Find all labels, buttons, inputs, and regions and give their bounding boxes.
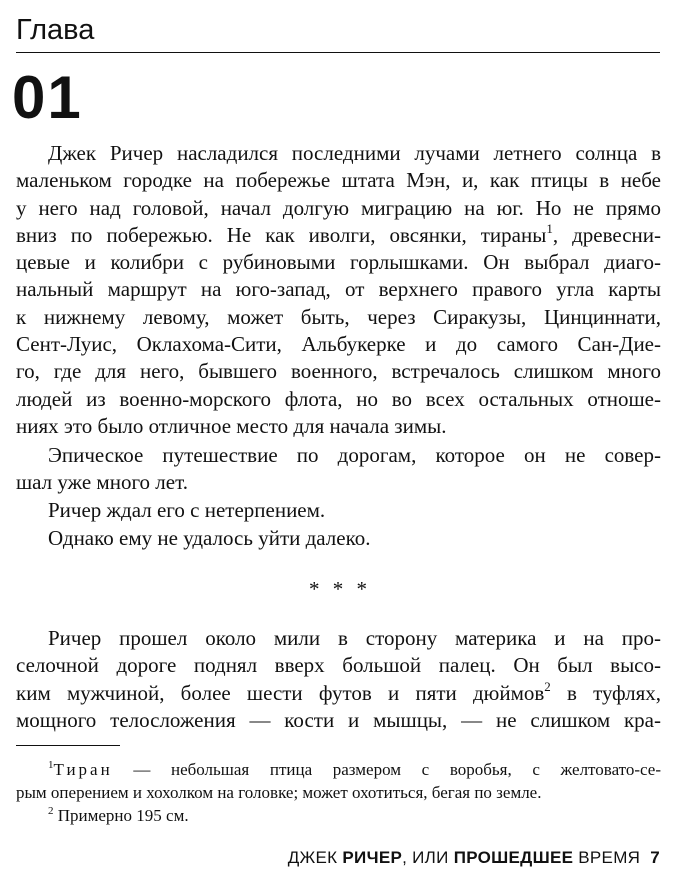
footnote-2 — [16, 804, 661, 827]
footnote-1 — [16, 758, 661, 781]
text-line: го, где для него, бывшего военного, встречалось слишком много — [16, 359, 661, 384]
footnote-mark: 1 — [48, 759, 54, 772]
text-fragment: , древесни- — [552, 222, 662, 247]
paragraph-4 — [16, 525, 661, 552]
footnote-text: — небольшая птица размером с воробья, с желтовато-се- — [112, 760, 661, 779]
chapter-rule — [16, 52, 660, 53]
chapter-number: 01 — [12, 64, 83, 131]
running-footer — [288, 848, 660, 868]
footer-text-bold: РИЧЕР — [342, 848, 403, 867]
text-line — [16, 680, 661, 707]
text-fragment: в туфлях, — [550, 680, 661, 705]
footnote-term: Тиран — [53, 760, 113, 779]
footnote-text: Примерно 195 см. — [53, 806, 189, 825]
footnote-ref-1[interactable]: 1 — [546, 220, 553, 236]
text-line: людей из военно-морского флота, но во всех остальных отноше- — [16, 386, 661, 411]
footer-text: ДЖЕК — [287, 848, 343, 867]
footnote-ref-2[interactable]: 2 — [544, 678, 551, 694]
paragraph-1 — [16, 140, 661, 440]
paragraph-5 — [16, 625, 661, 734]
chapter-label: Глава — [16, 14, 95, 46]
text-line: Эпическое путешествие по дорогам, которое он не совер- — [48, 443, 661, 467]
text-line: Ричер прошел около мили в сторону материка и на про- — [48, 626, 661, 650]
text-line: Джек Ричер насладился последними лучами летнего солнца в — [48, 141, 661, 165]
text-line: ниях это было отличное место для начала зимы. — [16, 413, 447, 438]
text-line: шал уже много лет. — [16, 470, 188, 495]
footnote-rule — [16, 745, 120, 746]
text-fragment: вниз по побережью. Не как иволги, овсянки, тираны — [16, 222, 547, 247]
text-line: нальный маршрут на юго-запад, от верхнего правого угла карты — [16, 277, 661, 302]
footer-text: ВРЕМЯ — [573, 848, 641, 867]
text-line: Ричер ждал его с нетерпением. — [48, 498, 326, 522]
footer-text-bold: ПРОШЕДШЕЕ — [453, 848, 574, 867]
footnotes — [16, 758, 661, 827]
text-line: маленьком городке на побережье штата Мэн, и, как птицы в небе — [16, 168, 661, 193]
text-line: мощного телосложения — кости и мышцы, — не слишком кра- — [16, 707, 661, 732]
text-line: селочной дороге поднял вверх большой палец. Он был высо- — [16, 653, 661, 678]
text-line: Однако ему не удалось уйти далеко. — [48, 526, 371, 550]
text-line — [16, 222, 661, 249]
text-fragment: ким мужчиной, более шести футов и пяти дюймов — [16, 680, 545, 705]
paragraph-3 — [16, 497, 661, 524]
paragraph-2 — [16, 442, 661, 497]
text-line: к нижнему левому, может быть, через Сиракузы, Цинциннати, — [16, 304, 661, 329]
footer-text: , ИЛИ — [402, 848, 454, 867]
section-separator: * * * — [309, 577, 367, 601]
text-line: цевые и колибри с рубиновыми горлышками. Он выбрал диаго- — [16, 250, 661, 275]
footnote-mark: 2 — [48, 805, 54, 818]
text-line: Сент-Луис, Оклахома-Сити, Альбукерке и до самого Сан-Дие- — [16, 332, 661, 357]
page-number: 7 — [650, 848, 660, 867]
text-line: у него над головой, начал долгую миграцию на юг. Но не прямо — [16, 195, 661, 220]
footnote-1-continued: рым оперением и хохолком на головке; может охотиться, бегая по земле. — [16, 783, 542, 802]
